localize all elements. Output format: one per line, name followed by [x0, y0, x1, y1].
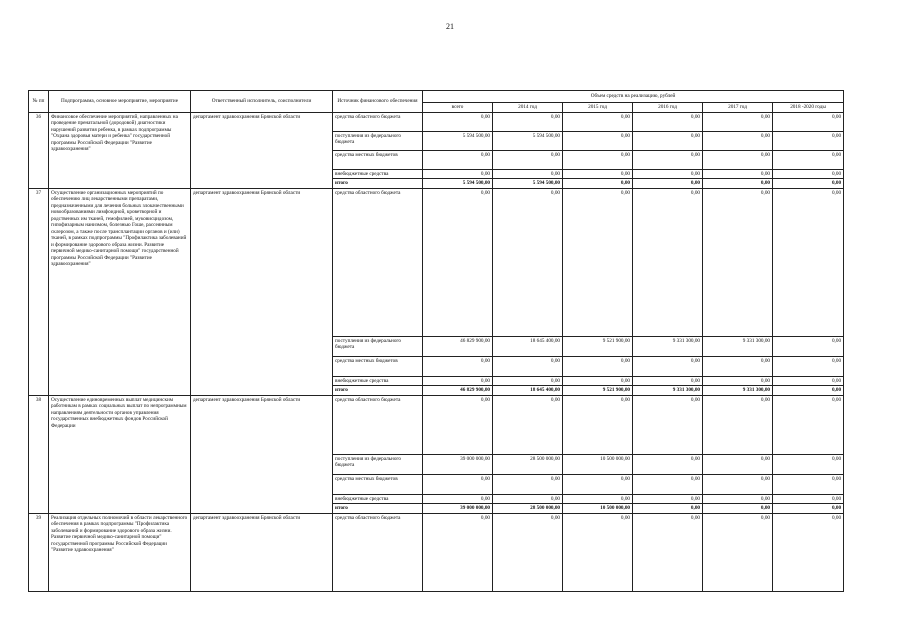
- page-number: 21: [446, 22, 454, 31]
- amount-cell: 0,00: [563, 494, 633, 504]
- header-year: 2017 год: [703, 103, 773, 113]
- header-year: 2015 год: [563, 103, 633, 113]
- amount-cell: 0,00: [633, 395, 703, 454]
- funding-source: средства местных бюджетов: [333, 474, 423, 494]
- amount-cell: 0,00: [773, 454, 844, 474]
- amount-cell: 0,00: [563, 474, 633, 494]
- amount-cell: 0,00: [633, 376, 703, 386]
- amount-cell: 0,00: [773, 504, 844, 514]
- header-volume: Объем средств на реализацию, рублей: [423, 91, 844, 103]
- amount-cell: 0,00: [773, 179, 844, 189]
- amount-cell: 0,00: [563, 112, 633, 131]
- amount-cell: 0,00: [633, 188, 703, 336]
- amount-cell: 0,00: [563, 376, 633, 386]
- row-number: 37: [29, 188, 49, 395]
- amount-cell: 5 594 500,00: [493, 131, 563, 150]
- amount-cell: 0,00: [773, 169, 844, 179]
- amount-cell: 0,00: [773, 513, 844, 591]
- amount-cell: 0,00: [633, 169, 703, 179]
- amount-cell: 0,00: [703, 395, 773, 454]
- amount-cell: 0,00: [703, 504, 773, 514]
- amount-cell: 0,00: [423, 494, 493, 504]
- header-year: всего: [423, 103, 493, 113]
- funding-source: средства местных бюджетов: [333, 356, 423, 376]
- funding-source: итого: [333, 179, 423, 189]
- amount-cell: 0,00: [493, 395, 563, 454]
- table-row: [29, 395, 844, 454]
- amount-cell: 0,00: [493, 169, 563, 179]
- program-description: Финансовое обеспечение мероприятий, направленных на проведение пренатальной (дородовой) диагностики нарушений развития ребенка, в рамках подпрограммы "Охрана здоровья матери и ребенка" государственной программы Российской Федерации "Развитие здравоохранения": [49, 112, 191, 188]
- table-row: [29, 188, 844, 336]
- amount-cell: 9 331 300,00: [703, 336, 773, 356]
- executor: департамент здравоохранения Брянской области: [191, 112, 333, 188]
- amount-cell: 0,00: [633, 179, 703, 189]
- program-description: Реализация отдельных полномочий в области лекарственного обеспечения в рамках подпрограммы "Профилактика заболеваний и формирование здорового образа жизни. Развитие первичной медико-санитарной помощи" государственной программы Российской Федерации "Развитие здравоохранения": [49, 513, 191, 591]
- executor: департамент здравоохранения Брянской области: [191, 513, 333, 591]
- amount-cell: 0,00: [563, 188, 633, 336]
- amount-cell: 9 521 900,00: [563, 386, 633, 396]
- amount-cell: 0,00: [703, 150, 773, 169]
- amount-cell: 39 000 000,00: [423, 504, 493, 514]
- funding-source: итого: [333, 386, 423, 396]
- executor: департамент здравоохранения Брянской области: [191, 188, 333, 395]
- amount-cell: 0,00: [773, 150, 844, 169]
- amount-cell: 0,00: [493, 513, 563, 591]
- amount-cell: 0,00: [703, 179, 773, 189]
- amount-cell: 0,00: [563, 513, 633, 591]
- program-description: Осуществление единовременных выплат медицинским работникам в рамках социальных выплат по непрограммным направлениям деятельности органов управления государственных внебюджетных фондов Российской Федерации: [49, 395, 191, 513]
- amount-cell: 0,00: [563, 131, 633, 150]
- amount-cell: 0,00: [423, 513, 493, 591]
- amount-cell: 0,00: [633, 150, 703, 169]
- amount-cell: 0,00: [633, 131, 703, 150]
- amount-cell: 0,00: [773, 376, 844, 386]
- funding-source: средства областного бюджета: [333, 513, 423, 591]
- funding-source: поступления из федерального бюджета: [333, 454, 423, 474]
- amount-cell: 0,00: [703, 376, 773, 386]
- executor: департамент здравоохранения Брянской области: [191, 395, 333, 513]
- amount-cell: 0,00: [633, 474, 703, 494]
- amount-cell: 0,00: [703, 188, 773, 336]
- table-row: [29, 112, 844, 131]
- amount-cell: 0,00: [773, 131, 844, 150]
- funding-source: средства местных бюджетов: [333, 150, 423, 169]
- funding-source: внебюджетные средства: [333, 376, 423, 386]
- amount-cell: 0,00: [633, 494, 703, 504]
- amount-cell: 0,00: [493, 150, 563, 169]
- amount-cell: 0,00: [703, 474, 773, 494]
- amount-cell: 0,00: [773, 474, 844, 494]
- header-source: Источник финансового обеспечения: [333, 91, 423, 113]
- funding-source: внебюджетные средства: [333, 494, 423, 504]
- amount-cell: 0,00: [773, 395, 844, 454]
- amount-cell: 0,00: [773, 494, 844, 504]
- amount-cell: 9 521 900,00: [563, 336, 633, 356]
- amount-cell: 5 594 500,00: [423, 179, 493, 189]
- amount-cell: 18 645 400,00: [493, 336, 563, 356]
- row-number: 38: [29, 395, 49, 513]
- funding-source: поступления из федерального бюджета: [333, 336, 423, 356]
- amount-cell: 0,00: [493, 188, 563, 336]
- amount-cell: 0,00: [633, 454, 703, 474]
- amount-cell: 28 500 000,00: [493, 454, 563, 474]
- amount-cell: 0,00: [773, 188, 844, 336]
- amount-cell: 0,00: [493, 376, 563, 386]
- amount-cell: 0,00: [773, 386, 844, 396]
- program-description: Осуществление организационных мероприятий по обеспечению лиц лекарственными препаратами, предназначенными для лечения больных злокачественными новообразованиями лимфоидной, кроветворной и родственных им тканей, гемофилией, муковисцидозом, гипофизарным нанизмом, болезнью Гоше, рассеянным склерозом, а также после трансплантации органов и (или) тканей, в рамках подпрограммы "Профилактика заболеваний и формирование здорового образа жизни. Развитие первичной медико-санитарной помощи" государственной программы Российской Федерации "Развитие здравоохранения": [49, 188, 191, 395]
- amount-cell: 0,00: [703, 356, 773, 376]
- amount-cell: 0,00: [423, 356, 493, 376]
- amount-cell: 0,00: [423, 395, 493, 454]
- amount-cell: 0,00: [703, 494, 773, 504]
- funding-source: внебюджетные средства: [333, 169, 423, 179]
- amount-cell: 9 331 300,00: [703, 386, 773, 396]
- amount-cell: 0,00: [773, 356, 844, 376]
- amount-cell: 9 331 300,00: [633, 386, 703, 396]
- amount-cell: 39 000 000,00: [423, 454, 493, 474]
- amount-cell: 0,00: [563, 356, 633, 376]
- financing-table: [28, 90, 844, 592]
- amount-cell: 5 594 500,00: [423, 131, 493, 150]
- amount-cell: 10 500 000,00: [563, 504, 633, 514]
- amount-cell: 0,00: [423, 150, 493, 169]
- funding-source: средства областного бюджета: [333, 395, 423, 454]
- header-year: 2014 год: [493, 103, 563, 113]
- amount-cell: 0,00: [703, 112, 773, 131]
- amount-cell: 0,00: [563, 169, 633, 179]
- amount-cell: 0,00: [423, 112, 493, 131]
- amount-cell: 0,00: [633, 504, 703, 514]
- amount-cell: 9 331 300,00: [633, 336, 703, 356]
- amount-cell: 0,00: [703, 131, 773, 150]
- row-number: 39: [29, 513, 49, 591]
- amount-cell: 0,00: [423, 188, 493, 336]
- amount-cell: 0,00: [773, 336, 844, 356]
- header-year: 2016 год: [633, 103, 703, 113]
- amount-cell: 10 500 000,00: [563, 454, 633, 474]
- amount-cell: 0,00: [423, 376, 493, 386]
- amount-cell: 5 594 500,00: [493, 179, 563, 189]
- row-number: 36: [29, 112, 49, 188]
- amount-cell: 0,00: [493, 112, 563, 131]
- amount-cell: 0,00: [493, 494, 563, 504]
- amount-cell: 0,00: [633, 356, 703, 376]
- amount-cell: 0,00: [633, 513, 703, 591]
- header-num: № пп: [29, 91, 49, 113]
- amount-cell: 0,00: [423, 474, 493, 494]
- funding-source: средства областного бюджета: [333, 188, 423, 336]
- table-row: [29, 513, 844, 591]
- amount-cell: 28 500 000,00: [493, 504, 563, 514]
- amount-cell: 46 829 900,00: [423, 336, 493, 356]
- amount-cell: 0,00: [493, 474, 563, 494]
- amount-cell: 0,00: [563, 150, 633, 169]
- amount-cell: 0,00: [703, 169, 773, 179]
- amount-cell: 0,00: [493, 356, 563, 376]
- funding-source: поступления из федерального бюджета: [333, 131, 423, 150]
- amount-cell: 18 645 400,00: [493, 386, 563, 396]
- amount-cell: 0,00: [703, 513, 773, 591]
- amount-cell: 0,00: [563, 395, 633, 454]
- funding-source: средства областного бюджета: [333, 112, 423, 131]
- header-year: 2018 -2020 годы: [773, 103, 844, 113]
- header-executor: Ответственный исполнитель, соисполнители: [191, 91, 333, 113]
- amount-cell: 0,00: [563, 179, 633, 189]
- amount-cell: 0,00: [423, 169, 493, 179]
- amount-cell: 0,00: [703, 454, 773, 474]
- amount-cell: 0,00: [773, 112, 844, 131]
- funding-source: итого: [333, 504, 423, 514]
- amount-cell: 0,00: [633, 112, 703, 131]
- header-program: Подпрограмма, основное мероприятие, мероприятие: [49, 91, 191, 113]
- amount-cell: 46 829 900,00: [423, 386, 493, 396]
